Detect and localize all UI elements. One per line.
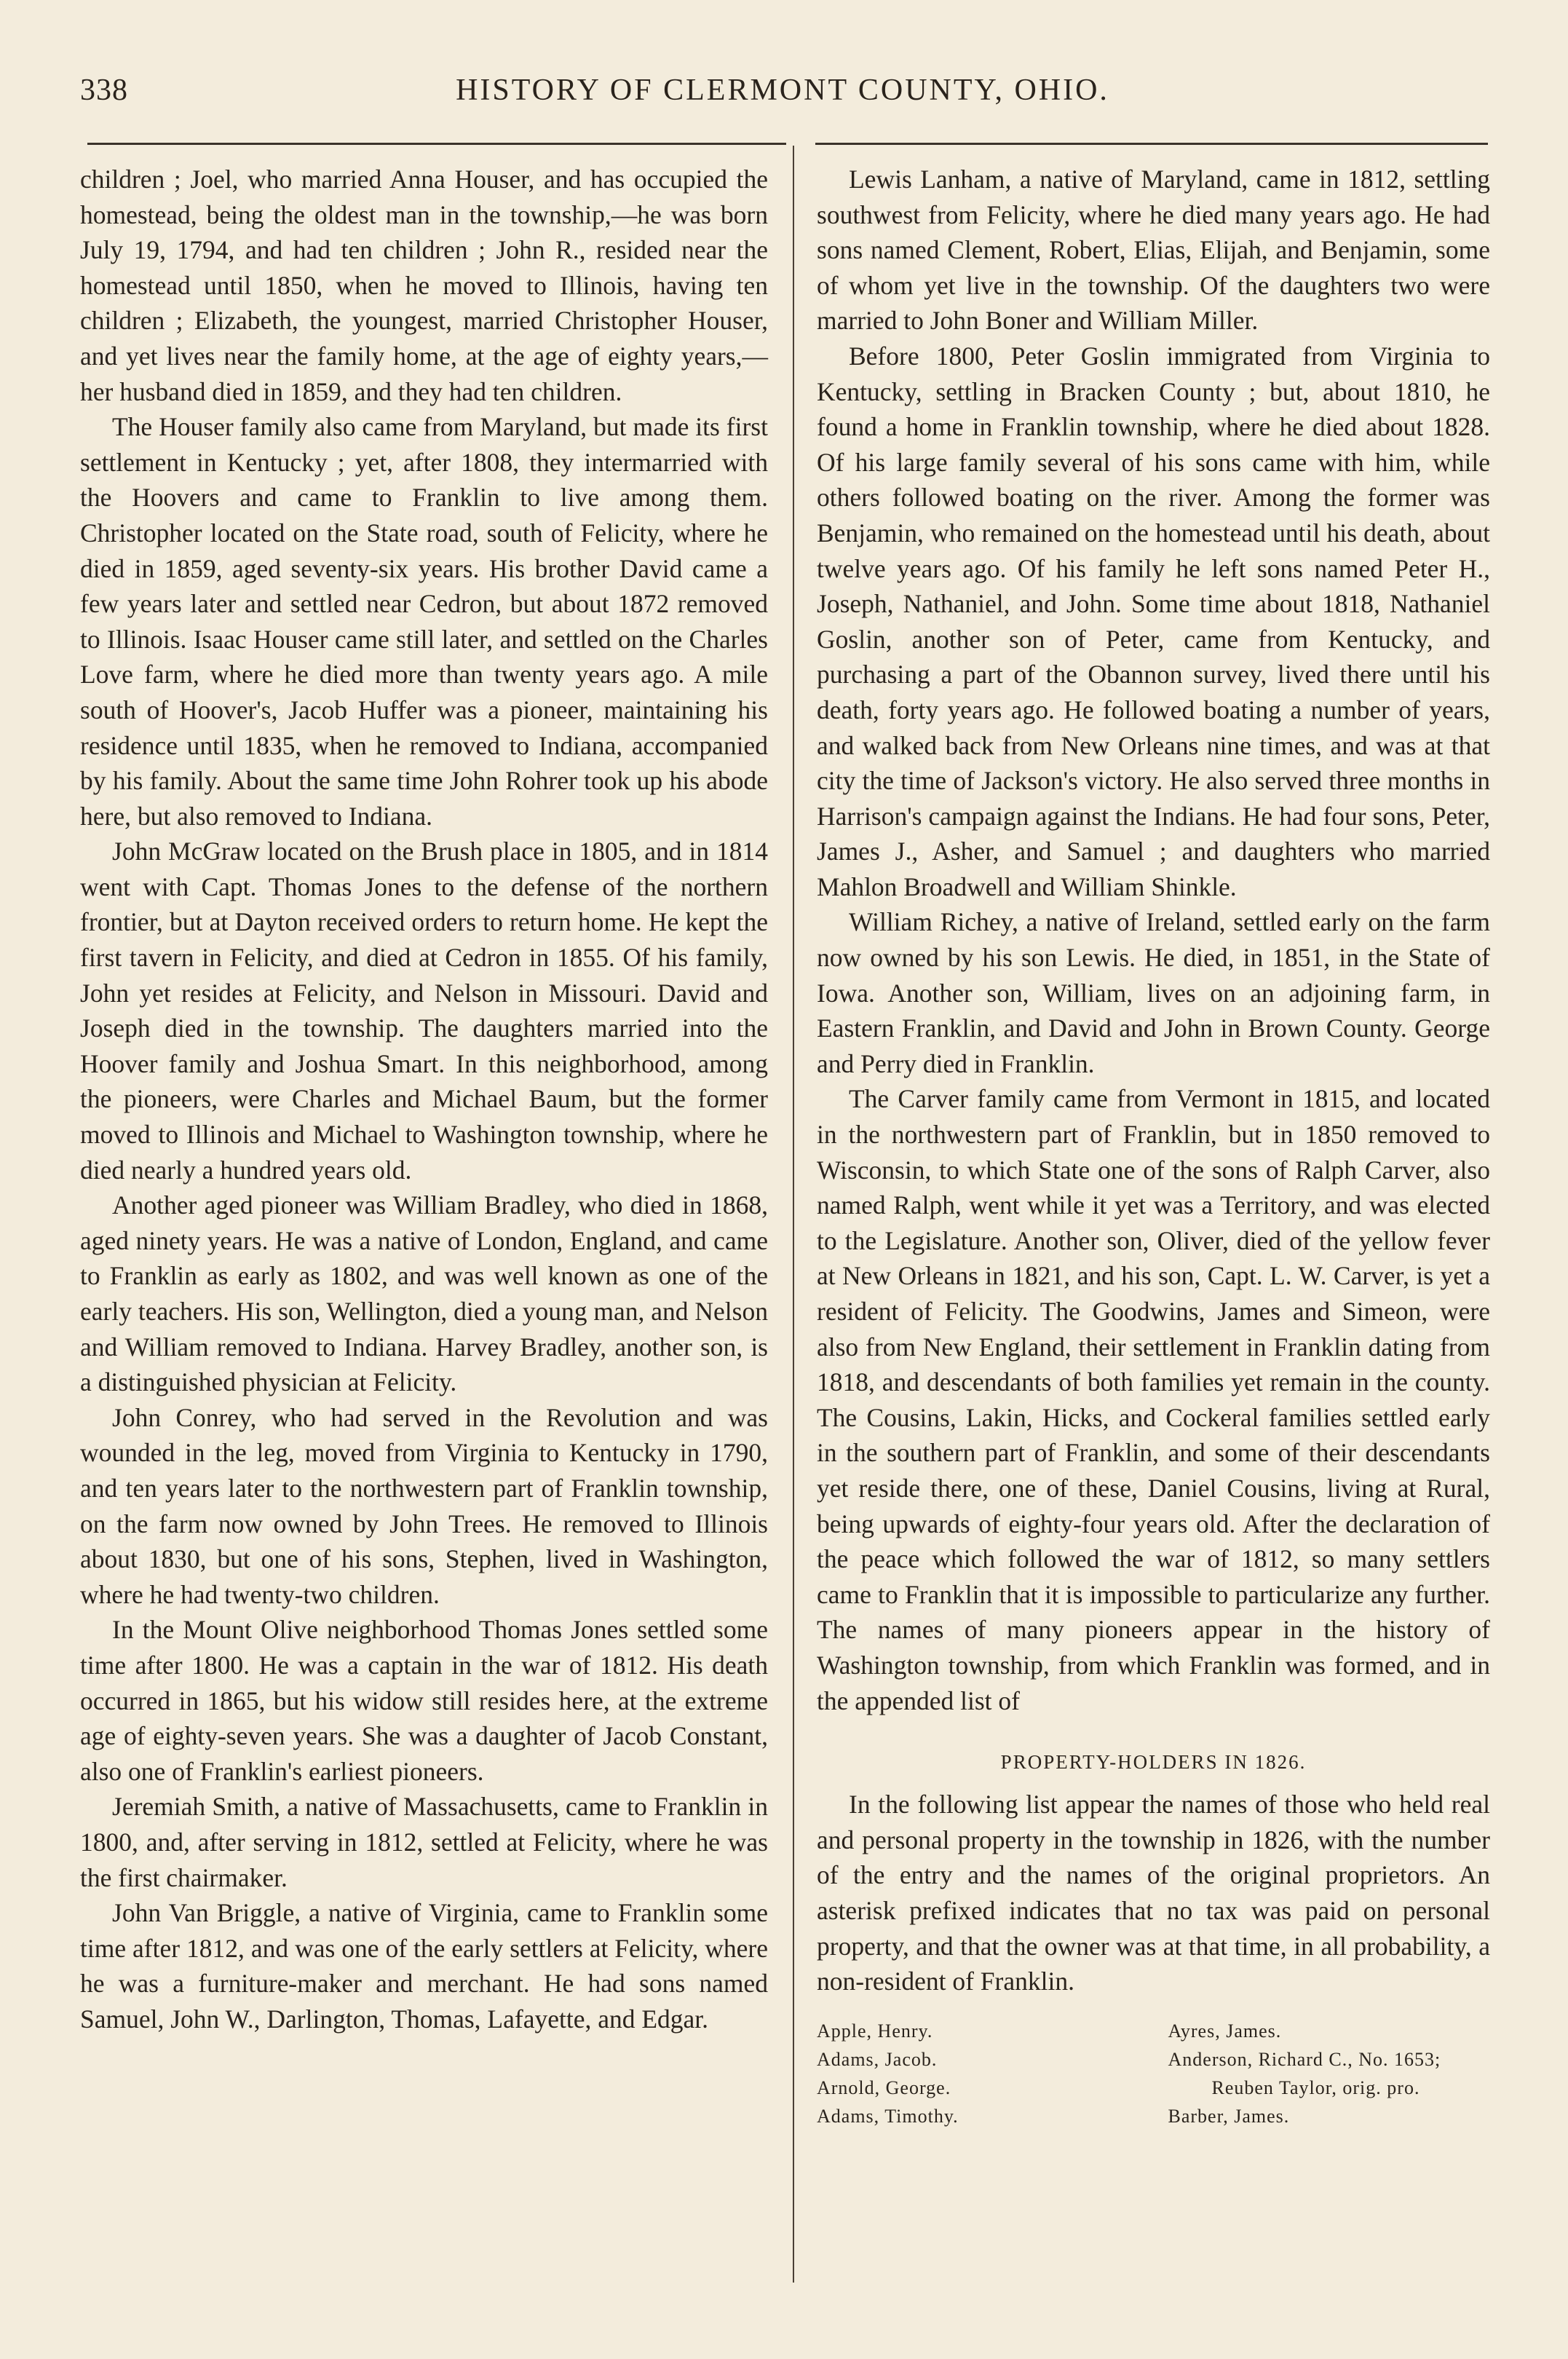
list-item: Ayres, James. bbox=[1168, 2020, 1282, 2042]
list-item: Adams, Timothy. bbox=[817, 2105, 959, 2127]
page-header bbox=[80, 73, 1485, 124]
list-item: Anderson, Richard C., No. 1653; bbox=[1168, 2048, 1441, 2070]
paragraph: William Richey, a native of Ireland, settled early on the farm now owned by his son Lewis. He died, in 1851, in the State of Iowa. Another son, William, lives on an adjoining farm, in Eastern Franklin, and David and John in Brown County. George and Perry died in Franklin. bbox=[817, 907, 1490, 1078]
page-number: 338 bbox=[80, 74, 128, 107]
list-item: Reuben Taylor, orig. pro. bbox=[1211, 2077, 1420, 2098]
right-column bbox=[817, 162, 1490, 2130]
header-rule-left bbox=[87, 143, 786, 145]
list-item: Arnold, George. bbox=[817, 2077, 951, 2098]
running-title: HISTORY OF CLERMONT COUNTY, OHIO. bbox=[456, 74, 1109, 107]
list-item: Barber, James. bbox=[1168, 2105, 1290, 2127]
list-item: Adams, Jacob. bbox=[817, 2048, 938, 2070]
paragraph: In the Mount Olive neighborhood Thomas Jones settled some time after 1800. He was a captain in the war of 1812. His death occurred in 1865, but his widow still resides here, at the extreme age of eighty-seven years. She was a daughter of Jacob Constant, also one of Franklin's earliest pioneers. bbox=[80, 1615, 768, 1786]
paragraph: John Van Briggle, a native of Virginia, came to Franklin some time after 1812, and was one of the early settlers at Felicity, where he was a furniture-maker and merchant. He had sons named Samuel, John W., Darlington, Thomas, Lafayette, and Edgar. bbox=[80, 1898, 768, 2034]
paragraph: The Carver family came from Vermont in 1815, and located in the northwestern part of Franklin, but in 1850 removed to Wisconsin, to which State one of the sons of Ralph Carver, also named Ralph, went while it yet was a Territory, and was elected to the Legislature. Another son, Oliver, died of the yellow fever at New Orleans in 1821, and his son, Capt. L. W. Carver, is yet a resident of Felicity. The Goodwins, James and Simeon, were also from New England, their settlement in Franklin dating from 1818, and descendants of both families yet remain in the county. The Cousins, Lakin, Hicks, and Cockeral families settled early in the southern part of Franklin, and some of their descendants yet reside there, one of these, Daniel Cousins, living at Rural, being upwards of eighty-four years old. After the declaration of the peace which followed the war of 1812, so many settlers came to Franklin that it is impossible to particularize any further. The names of many pioneers appear in the history of Washington township, from which Franklin was formed, and in the appended list of bbox=[817, 1084, 1490, 1715]
header-rule-right bbox=[815, 143, 1488, 145]
paragraph: The Houser family also came from Maryland, but made its first settlement in Kentucky ; yet, after 1808, they intermarried with the Hoovers and came to Franklin to live among them. Christopher located on the State road, south of Felicity, where he died in 1859, aged seventy-six years. His brother David came a few years later and settled near Cedron, but about 1872 removed to Illinois. Isaac Houser came still later, and settled on the Charles Love farm, where he died more than twenty years ago. A mile south of Hoover's, Jacob Huffer was a pioneer, maintaining his residence until 1835, when he removed to Indiana, accompanied by his family. About the same time John Rohrer took up his abode here, but also removed to Indiana. bbox=[80, 412, 768, 831]
paragraph: Lewis Lanham, a native of Maryland, came in 1812, settling southwest from Felicity, where he died many years ago. He had sons named Clement, Robert, Elias, Elijah, and Benjamin, some of whom yet live in the township. Of the daughters two were married to John Boner and William Miller. bbox=[817, 165, 1490, 336]
list-item: Apple, Henry. bbox=[817, 2020, 933, 2042]
paragraph: John Conrey, who had served in the Revolution and was wounded in the leg, moved from Virginia to Kentucky in 1790, and ten years later to the northwestern part of Franklin township, on the farm now owned by John Trees. He removed to Illinois about 1830, but one of his sons, Stephen, lived in Washington, where he had twenty-two children. bbox=[80, 1402, 768, 1609]
paragraph: Another aged pioneer was William Bradley, who died in 1868, aged ninety years. He was a native of London, England, and came to Franklin as early as 1802, and was well known as one of the early teachers. His son, Wellington, died a young man, and Nelson and William removed to Indiana. Harvey Bradley, another son, is a distinguished physician at Felicity. bbox=[80, 1190, 768, 1397]
paragraph: children ; Joel, who married Anna Houser, and has occupied the homestead, being the oldest man in the township,—he was born July 19, 1794, and had ten children ; John R., resided near the homestead until 1850, when he moved to Illinois, having ten children ; Elizabeth, the youngest, married Christopher Houser, and yet lives near the family home, at the age of eighty years,—her husband died in 1859, and they had ten children. bbox=[80, 165, 768, 406]
names-column-right bbox=[1139, 2017, 1491, 2130]
left-column bbox=[80, 162, 768, 2036]
property-holders-list bbox=[817, 2017, 1490, 2130]
paragraph: In the following list appear the names of those who held real and personal property in the township in 1826, with the number of the entry and the names of the original proprietors. An asterisk prefixed indicates that no tax was paid on personal property, and that the owner was at that time, in all probability, a non-resident of Franklin. bbox=[817, 1790, 1490, 1996]
paragraph: Before 1800, Peter Goslin immigrated from Virginia to Kentucky, settling in Bracken County ; but, about 1810, he found a home in Franklin township, where he died about 1828. Of his large family several of his sons came with him, while others followed boating on the river. Among the former was Benjamin, who remained on the homestead until his death, about twelve years ago. Of his family he left sons named Peter H., Joseph, Nathaniel, and John. Some time about 1818, Nathaniel Goslin, another son of Peter, came from Kentucky, and purchasing a part of the Obannon survey, lived there until his death, forty years ago. He followed boating a number of years, and walked back from New Orleans nine times, and was at that city the time of Jackson's victory. He also served three months in Harrison's campaign against the Indians. He had four sons, Peter, James J., Asher, and Samuel ; and daughters who married Mahlon Broadwell and William Shinkle. bbox=[817, 341, 1490, 901]
paragraph: John McGraw located on the Brush place in 1805, and in 1814 went with Capt. Thomas Jones to the defense of the northern frontier, but at Dayton received orders to return home. He kept the first tavern in Felicity, and died at Cedron in 1855. Of his family, John yet resides at Felicity, and Nelson in Missouri. David and Joseph died in the township. The daughters married into the Hoover family and Joshua Smart. In this neighborhood, among the pioneers, were Charles and Michael Baum, but the former moved to Illinois and Michael to Washington township, where he died nearly a hundred years old. bbox=[80, 837, 768, 1185]
paragraph: Jeremiah Smith, a native of Massachusetts, came to Franklin in 1800, and, after serving in 1812, settled at Felicity, where he was the first chairmaker. bbox=[80, 1792, 768, 1892]
column-divider bbox=[793, 146, 794, 2283]
names-column-left bbox=[817, 2017, 1139, 2130]
section-heading: PROPERTY-HOLDERS IN 1826. bbox=[1000, 1751, 1307, 1774]
